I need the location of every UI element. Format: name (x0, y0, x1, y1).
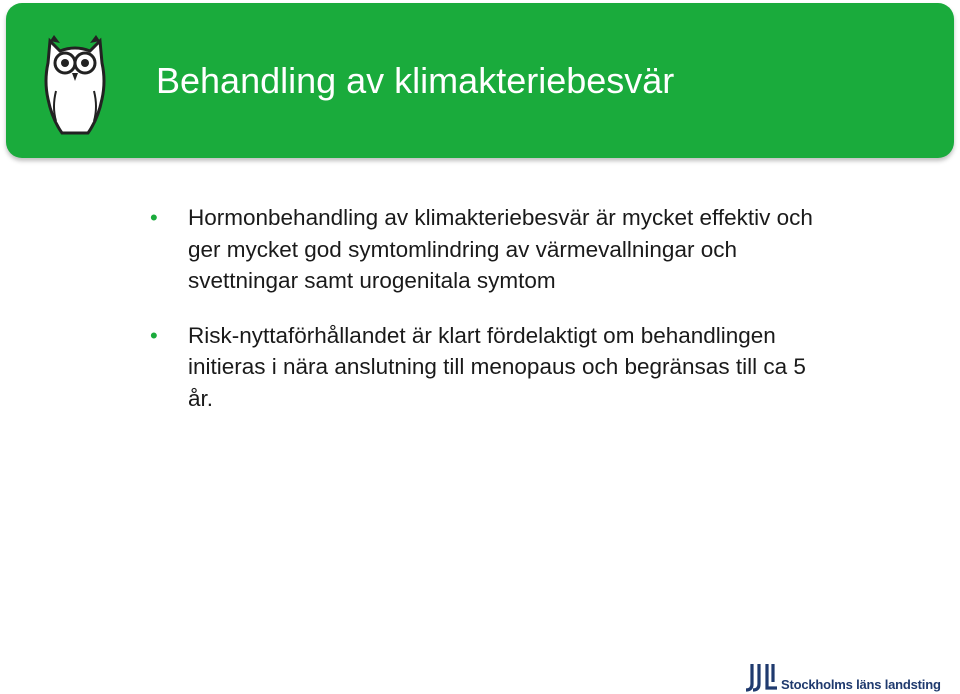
bullet-text: Hormonbehandling av klimakteriebesvär är mycket effektiv och ger mycket god symtomlindring av värmevallningar och svettningar samt urogenitala symtom (188, 205, 813, 293)
sll-logo-icon (746, 662, 778, 692)
owl-icon (40, 33, 110, 137)
bullet-text: Risk-nyttaförhållandet är klart fördelaktigt om behandlingen initieras i nära anslutning till menopaus och begränsas till ca 5 år. (188, 322, 806, 411)
bullet-item (150, 320, 830, 415)
slide-title: Behandling av klimakteriebesvär (156, 60, 675, 101)
header-bar (6, 3, 954, 158)
bullet-list (150, 202, 830, 437)
organization-name: Stockholms läns landsting (781, 677, 941, 692)
bullet-dot-icon: • (150, 322, 158, 348)
bullet-dot-icon: • (150, 205, 158, 230)
footer-logo (746, 662, 946, 692)
bullet-item (150, 202, 830, 297)
